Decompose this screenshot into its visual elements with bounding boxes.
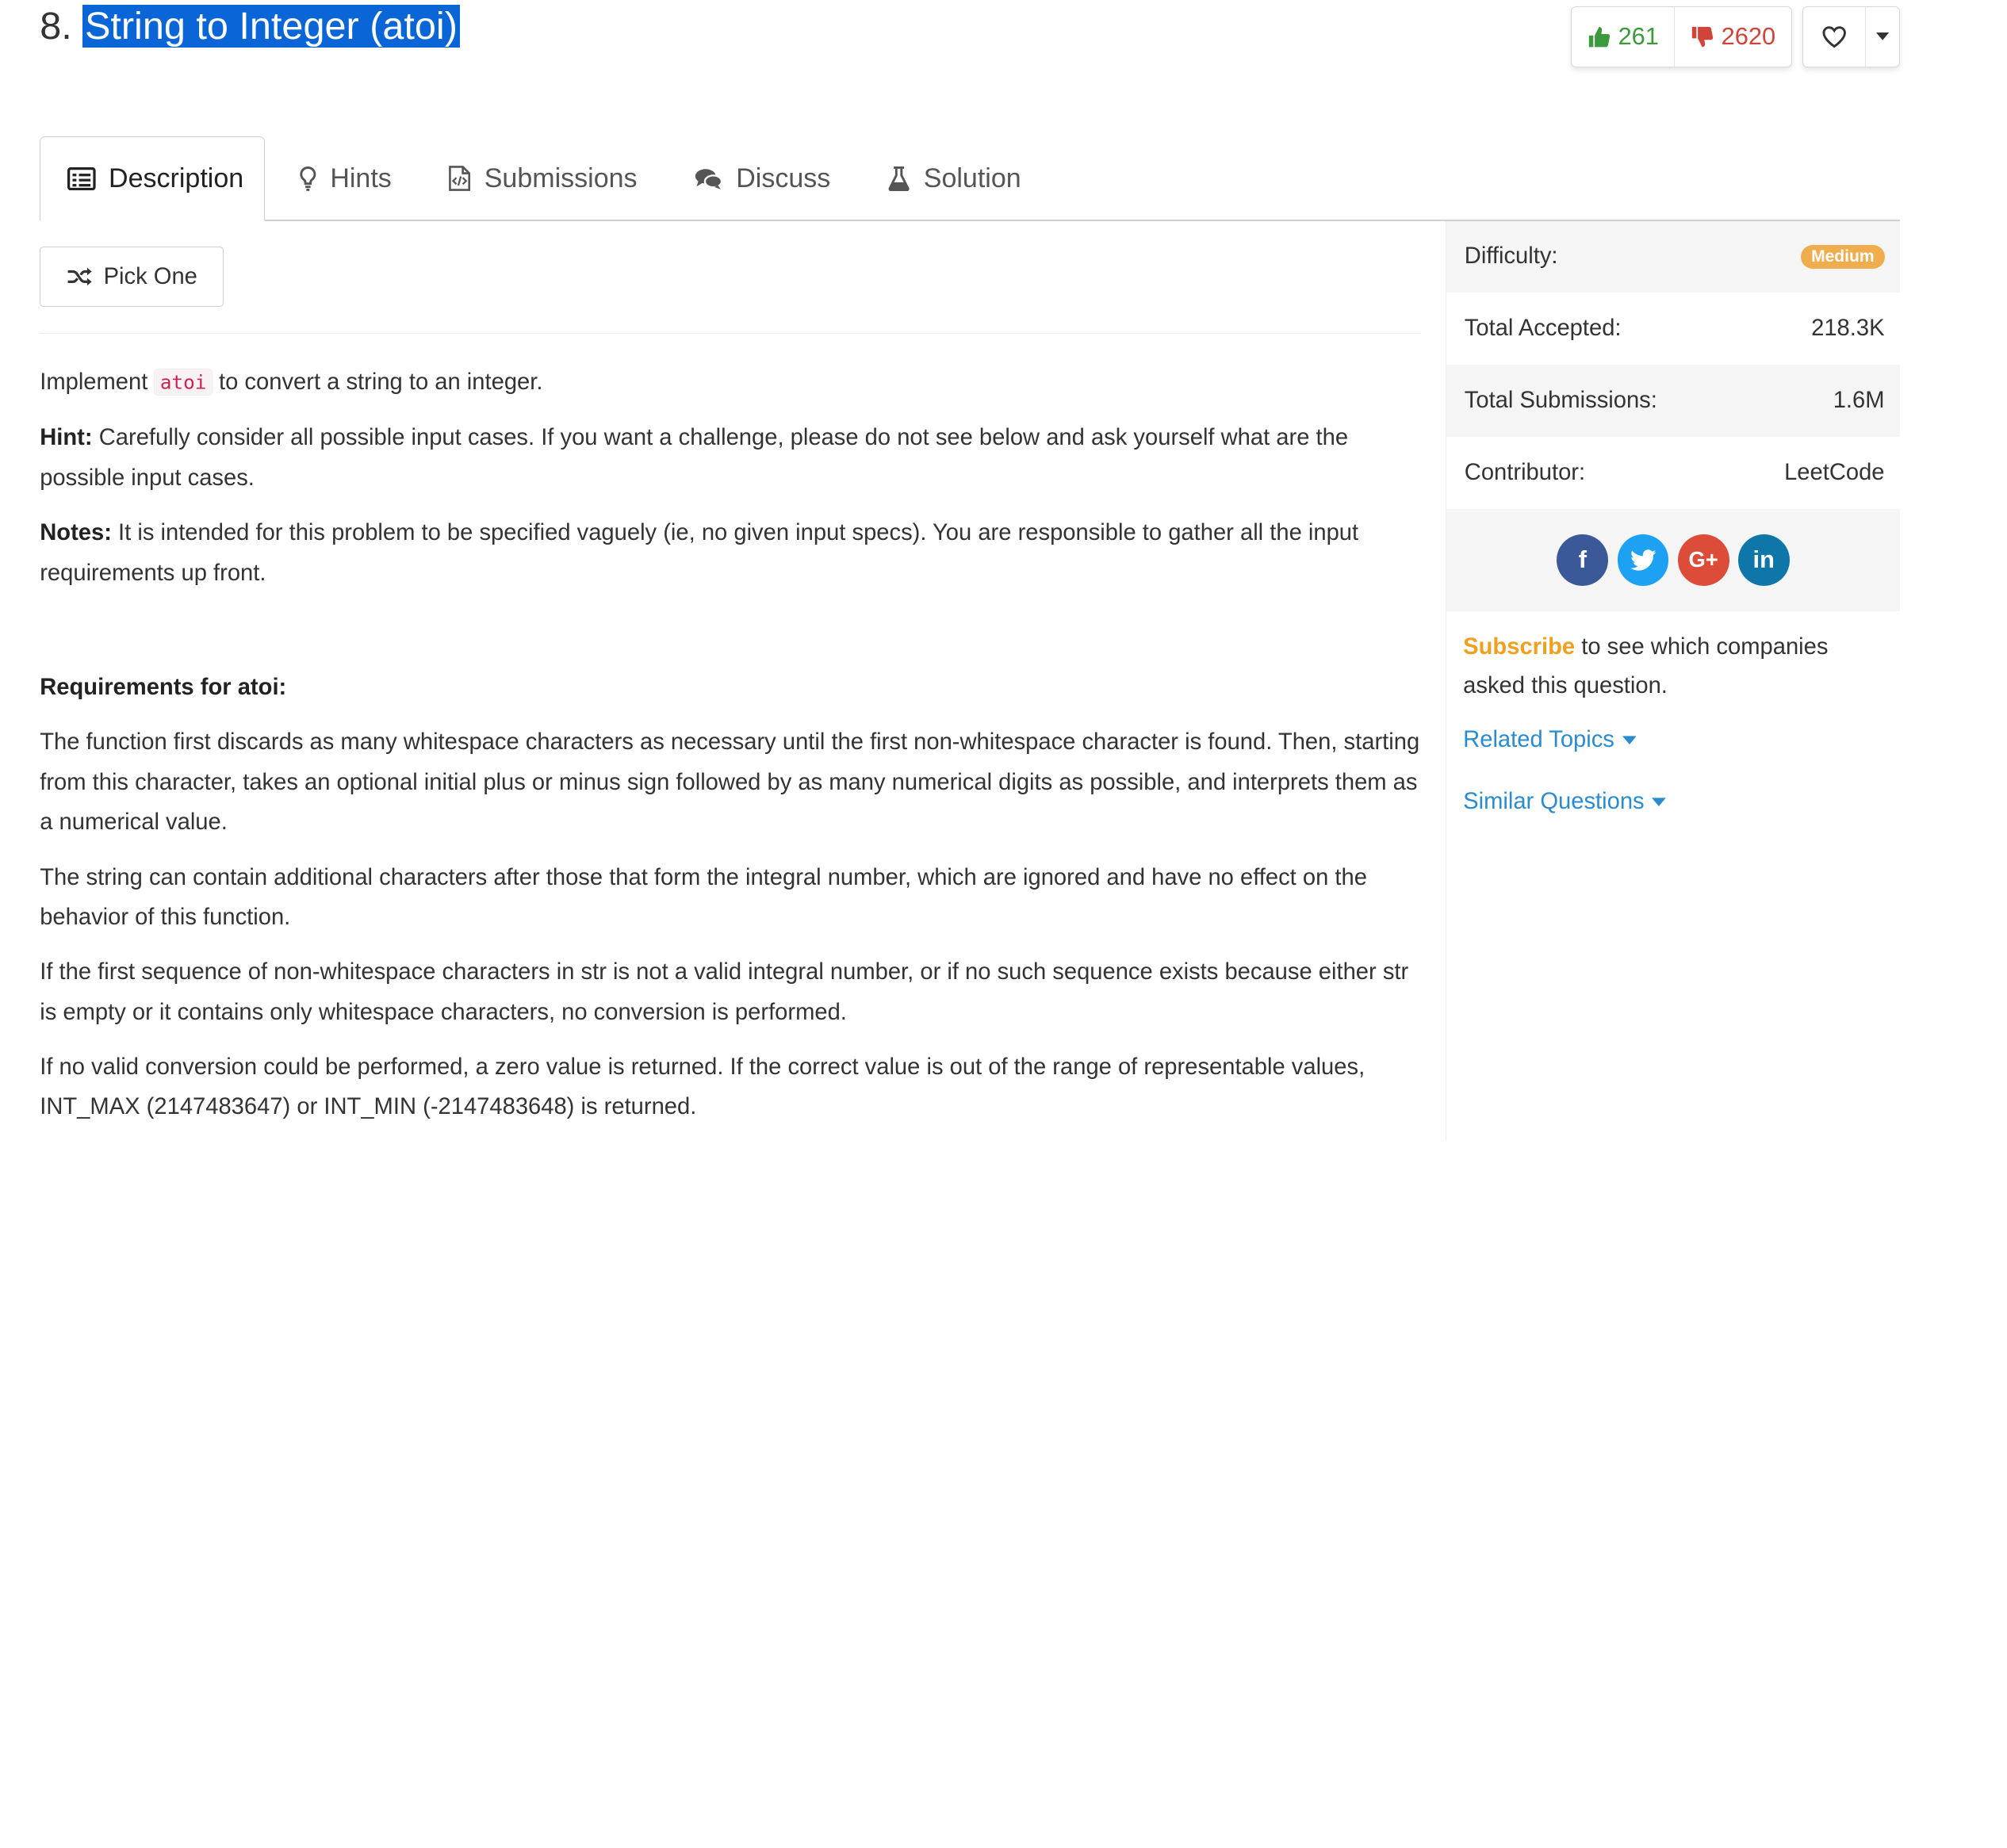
heart-icon — [1821, 25, 1847, 48]
shuffle-icon — [67, 266, 92, 287]
pick-one-button[interactable] — [40, 247, 224, 307]
contributor-value: LeetCode — [1784, 459, 1885, 485]
requirements-paragraph: If the first sequence of non-whitespace characters in str is not a valid integral number, or if no such sequence exists because either str is empty or it contains only whitespace characters, no conversion is performed. — [40, 959, 1409, 1025]
difficulty-label: Difficulty: — [1464, 243, 1558, 270]
subscribe-text: to see which companies asked this question. — [1463, 634, 1829, 698]
share-bar — [1446, 509, 1900, 612]
requirements-paragraph: The string can contain additional characters after those that form the integral number, which are ignored and have no effect on the behavior of this function. — [40, 864, 1367, 930]
requirements-paragraph: If no valid conversion could be performed, a zero value is returned. If the correct value is out of the range of representable values, INT_MAX (2147483647) or INT_MIN (-2147483648) is returned. — [40, 1054, 1365, 1120]
twitter-share-button[interactable] — [1618, 534, 1669, 586]
submissions-label: Total Submissions: — [1464, 387, 1657, 413]
caret-down-icon — [1622, 736, 1637, 744]
subscribe-link[interactable]: Subscribe — [1463, 634, 1576, 660]
submissions-row — [1446, 365, 1900, 437]
problem-description — [40, 362, 1427, 1142]
hint-text: Carefully consider all possible input cases. If you want a challenge, please do not see below and ask yourself what are the possible input cases. — [40, 425, 1349, 491]
vote-group — [1571, 6, 1791, 67]
code-atoi: atoi — [154, 369, 212, 396]
caret-down-icon — [1652, 798, 1666, 806]
requirements-heading — [40, 668, 1427, 707]
difficulty-badge: Medium — [1801, 245, 1884, 269]
linkedin-icon: in — [1752, 545, 1775, 574]
hint-label: Hint: — [40, 425, 93, 451]
problem-title — [40, 2, 460, 52]
facebook-share-button[interactable] — [1557, 534, 1608, 586]
related-topics-label: Related Topics — [1463, 726, 1614, 752]
thumbs-up-icon — [1588, 25, 1611, 48]
notes-text: It is intended for this problem to be specified vaguely (ie, no given input specs). You are responsible to gather all the input requirements up front. — [40, 520, 1359, 586]
pick-one-label: Pick One — [103, 263, 197, 289]
favorite-group — [1802, 6, 1900, 67]
accepted-value: 218.3K — [1811, 316, 1885, 342]
submissions-value: 1.6M — [1833, 387, 1885, 413]
favorite-button[interactable] — [1803, 7, 1865, 67]
notes-label: Notes: — [40, 520, 112, 546]
difficulty-row — [1446, 221, 1900, 293]
dislike-count: 2620 — [1721, 22, 1776, 51]
caret-down-icon — [1876, 33, 1889, 40]
linkedin-share-button[interactable] — [1738, 534, 1790, 586]
problem-title-text: String to Integer (atoi) — [82, 5, 460, 48]
tab-label: Solution — [923, 163, 1021, 193]
intro-text: Implement — [40, 369, 148, 395]
tab-label: Discuss — [736, 163, 831, 193]
notes-paragraph — [40, 513, 1427, 592]
accepted-label: Total Accepted: — [1464, 316, 1622, 342]
tab-solution[interactable] — [887, 136, 1021, 221]
code-file-icon — [448, 165, 471, 192]
accepted-row — [1446, 293, 1900, 365]
tab-discuss[interactable] — [695, 136, 830, 221]
hint-paragraph — [40, 418, 1427, 497]
tab-description[interactable] — [40, 136, 265, 221]
like-count: 261 — [1618, 22, 1659, 51]
tab-label: Hints — [330, 163, 392, 193]
related-topics-toggle[interactable] — [1463, 727, 1636, 753]
google-plus-icon: G+ — [1688, 547, 1718, 572]
flask-icon — [887, 166, 910, 191]
tab-hints[interactable] — [299, 136, 391, 221]
requirements-paragraph: The function first discards as many whitespace characters as necessary until the first non-whitespace character is found. Then, starting from this character, takes an optional initial plus or minus sign followed by as many numerical digits as possible, and interprets them as a numerical value. — [40, 729, 1420, 835]
facebook-icon: f — [1578, 545, 1587, 574]
dislike-button[interactable] — [1674, 7, 1791, 67]
like-button[interactable] — [1572, 7, 1674, 67]
contributor-row — [1446, 437, 1900, 509]
subscribe-note — [1463, 628, 1874, 705]
intro-text-after: to convert a string to an integer. — [219, 369, 543, 395]
list-icon — [67, 167, 96, 190]
lightbulb-icon — [299, 166, 317, 191]
comments-icon — [695, 167, 723, 190]
twitter-icon — [1630, 549, 1656, 572]
tab-submissions[interactable] — [448, 136, 637, 221]
problem-number: 8. — [40, 5, 72, 48]
google-plus-share-button[interactable] — [1678, 534, 1729, 586]
tab-label: Description — [109, 163, 244, 193]
tab-label: Submissions — [484, 163, 638, 193]
requirements-heading-text: Requirements for atoi: — [40, 674, 287, 700]
similar-questions-label: Similar Questions — [1463, 788, 1645, 814]
favorite-dropdown-button[interactable] — [1865, 7, 1899, 67]
content-divider — [40, 333, 1421, 335]
contributor-label: Contributor: — [1464, 459, 1586, 485]
intro-paragraph — [40, 362, 1427, 403]
similar-questions-toggle[interactable] — [1463, 789, 1666, 815]
thumbs-down-icon — [1691, 25, 1714, 48]
